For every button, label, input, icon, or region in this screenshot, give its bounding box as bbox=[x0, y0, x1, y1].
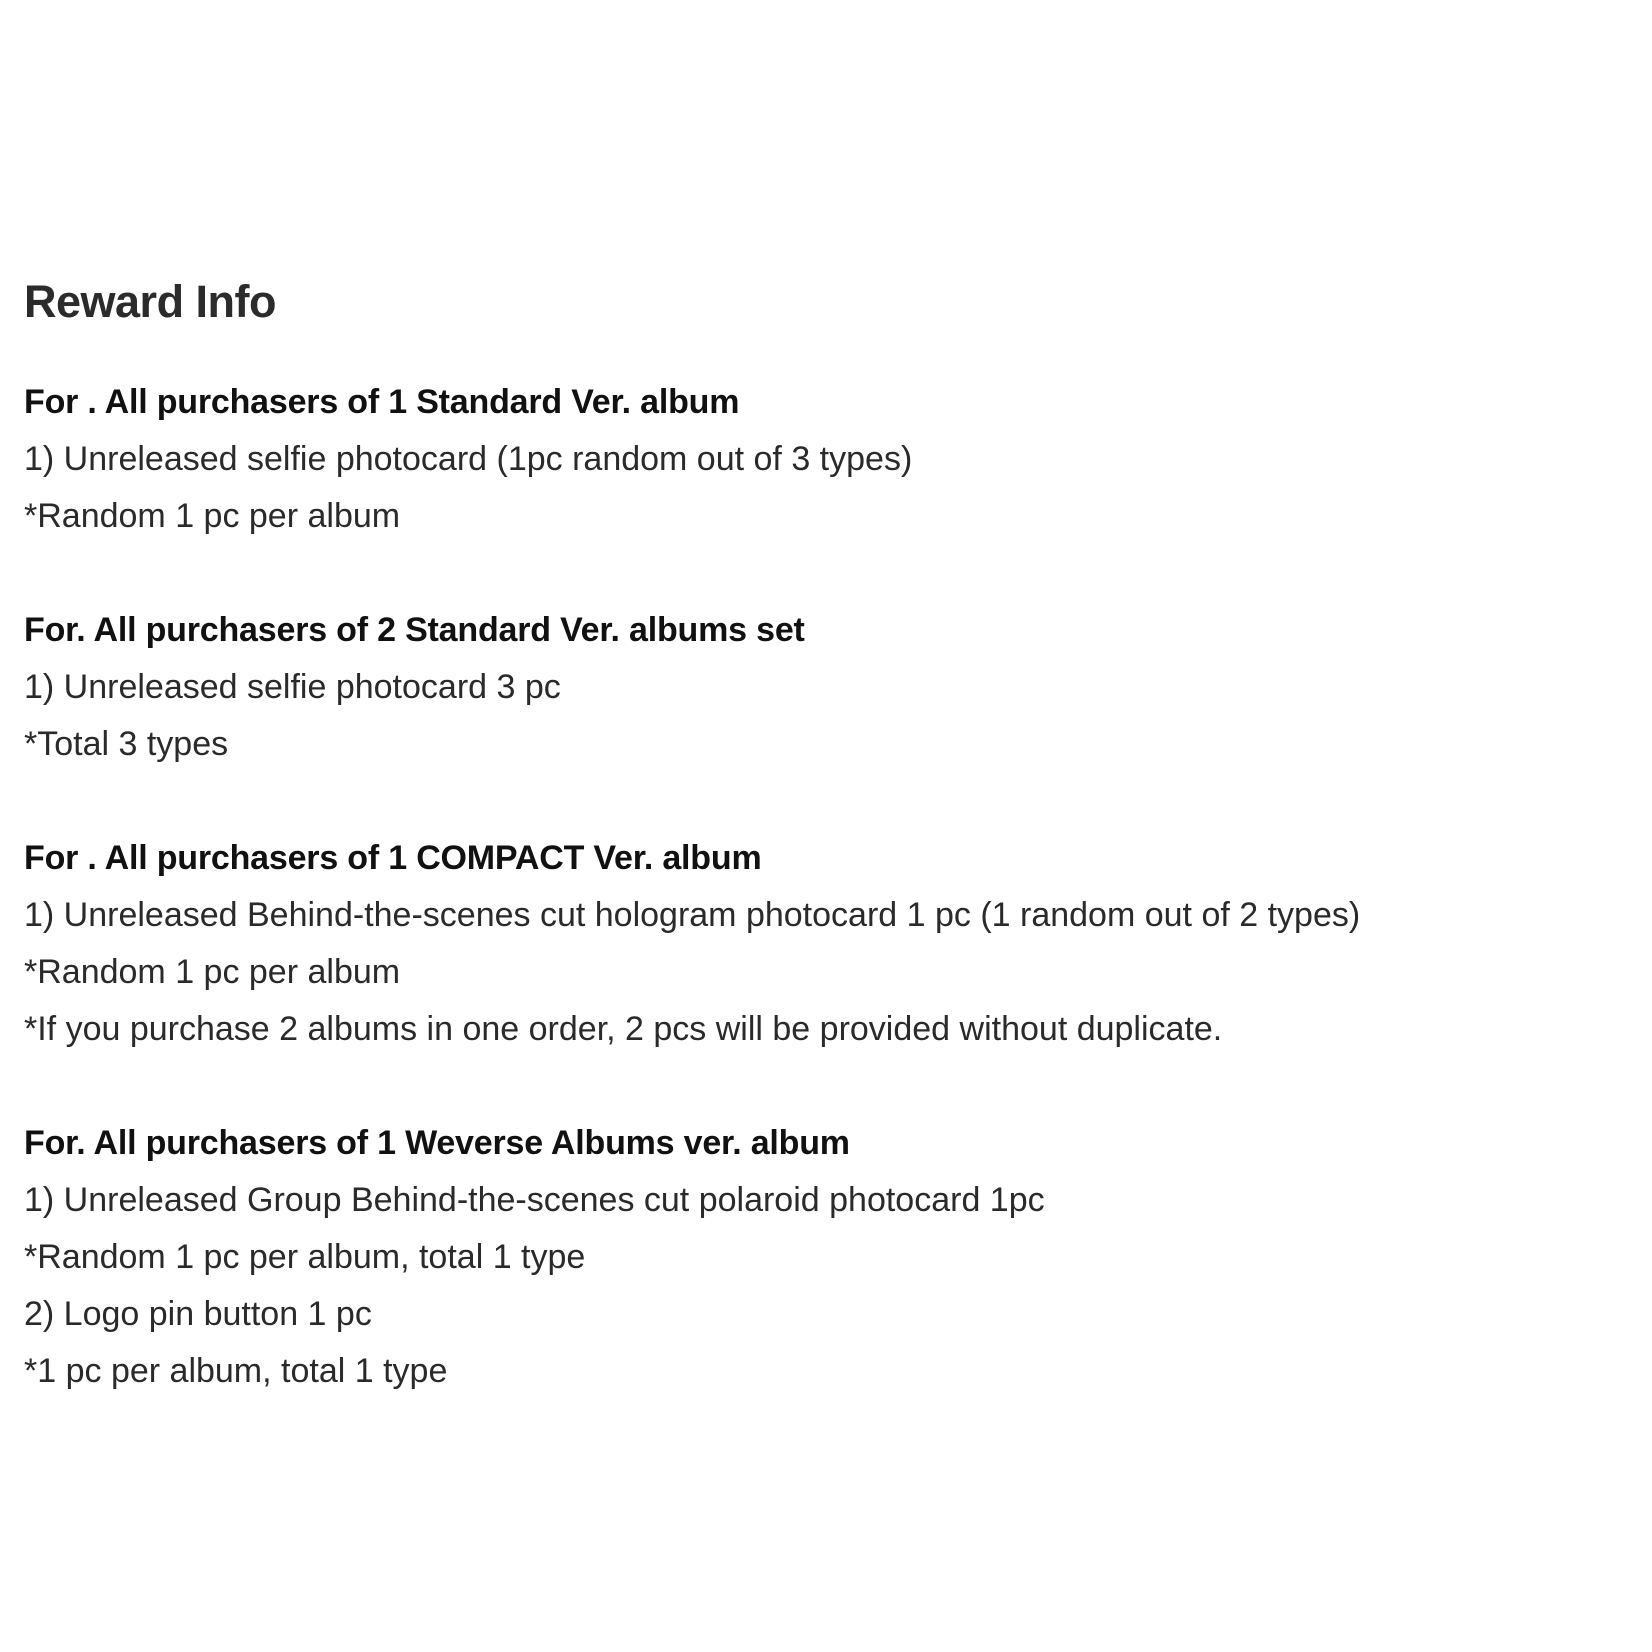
reward-info-content bbox=[24, 272, 1624, 1457]
page-title: Reward Info bbox=[24, 276, 277, 327]
section-line: *Total 3 types bbox=[24, 725, 229, 763]
section-line: *Random 1 pc per album bbox=[24, 953, 401, 991]
reward-section-weverse bbox=[24, 1115, 1624, 1400]
section-heading: For. All purchasers of 2 Standard Ver. albums set bbox=[24, 611, 805, 649]
section-line: 1) Unreleased selfie photocard (1pc random out of 3 types) bbox=[24, 440, 913, 478]
section-line: *1 pc per album, total 1 type bbox=[24, 1352, 448, 1390]
section-line: 1) Unreleased selfie photocard 3 pc bbox=[24, 668, 561, 706]
reward-section-compact bbox=[24, 830, 1624, 1058]
section-heading: For. All purchasers of 1 Weverse Albums ver. album bbox=[24, 1124, 850, 1162]
section-line: 1) Unreleased Group Behind-the-scenes cut polaroid photocard 1pc bbox=[24, 1181, 1045, 1219]
section-line: 2) Logo pin button 1 pc bbox=[24, 1295, 372, 1333]
reward-section-standard-set bbox=[24, 602, 1624, 773]
section-heading: For . All purchasers of 1 Standard Ver. album bbox=[24, 383, 740, 421]
section-line: 1) Unreleased Behind-the-scenes cut hologram photocard 1 pc (1 random out of 2 types) bbox=[24, 896, 1361, 934]
section-line: *If you purchase 2 albums in one order, 2 pcs will be provided without duplicate. bbox=[24, 1010, 1223, 1048]
section-heading: For . All purchasers of 1 COMPACT Ver. album bbox=[24, 839, 762, 877]
section-line: *Random 1 pc per album bbox=[24, 497, 401, 535]
reward-section-standard-single bbox=[24, 374, 1624, 545]
section-line: *Random 1 pc per album, total 1 type bbox=[24, 1238, 586, 1276]
